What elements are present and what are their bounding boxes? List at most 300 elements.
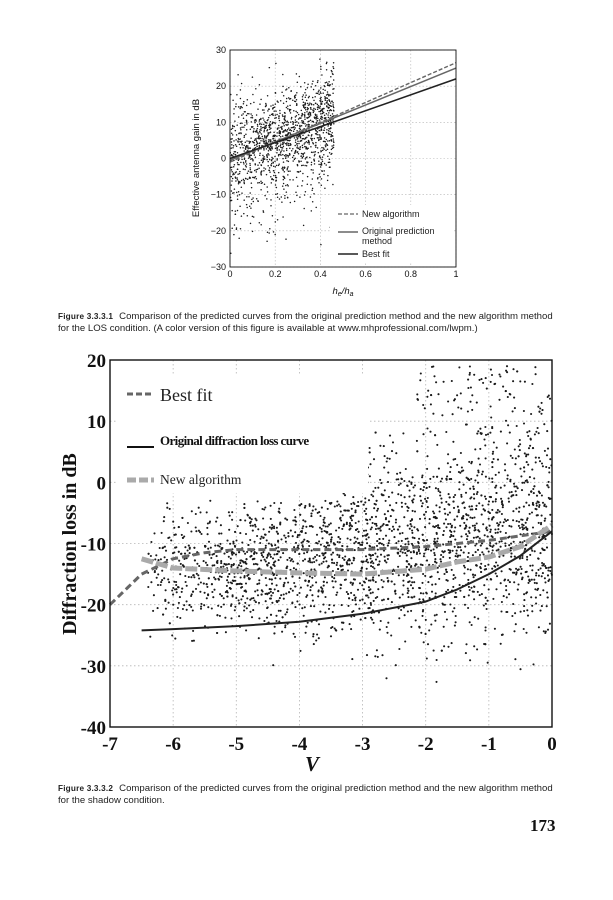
figure-2-data-point [199,511,201,513]
figure-2-data-point [487,503,489,505]
figure-2-data-point [473,645,475,647]
figure-2-data-point [488,477,490,479]
figure-2-data-point [196,563,198,565]
figure-2-data-point [353,559,355,561]
figure-2-data-point [548,481,550,483]
figure-2-data-point [266,557,268,559]
figure-2-data-point [244,519,246,521]
figure-2-data-point [433,552,435,554]
figure-2-data-point [401,506,403,508]
figure-2-data-point [226,540,228,542]
figure-2-data-point [200,608,202,610]
figure-2-data-point [508,544,510,546]
figure-2-data-point [262,556,264,558]
figure-2-data-point [456,464,458,466]
figure-2-data-point [533,579,535,581]
figure-2-data-point [266,539,268,541]
figure-2-data-point [512,368,514,370]
figure-2-data-point [264,534,266,536]
figure-2-data-point [407,590,409,592]
figure-2-data-point [372,495,374,497]
figure-2-data-point [289,557,291,559]
figure-2-data-point [458,481,460,483]
figure-2-data-point [373,622,375,624]
figure-2-data-point [528,494,530,496]
figure-2-data-point [407,573,409,575]
figure-2-data-point [285,593,287,595]
figure-2-data-point [313,568,315,570]
figure-2-data-point [372,554,374,556]
figure-2-data-point [310,605,312,607]
figure-2-data-point [313,561,315,563]
figure-2-data-point [330,541,332,543]
figure-2-data-point [273,502,275,504]
legend-label-original-diffraction: Original diffraction loss curve [160,433,309,448]
figure-2-data-point [276,600,278,602]
figure-2-data-point [413,581,415,583]
figure-2-data-point [255,519,257,521]
figure-2-data-point [386,632,388,634]
figure-2-data-point [208,577,210,579]
figure-2-data-point [359,582,361,584]
figure-2-data-point [292,590,294,592]
figure-2-data-point [379,542,381,544]
figure-2-data-point [293,633,295,635]
figure-2-data-point [427,390,429,392]
figure-2-data-point [351,515,353,517]
figure-2-data-point [459,546,461,548]
figure-2-y-tick-label: 10 [87,412,106,434]
figure-2-data-point [243,507,245,509]
figure-2-data-point [291,576,293,578]
figure-2-data-point [214,578,216,580]
figure-2-data-point [449,551,451,553]
figure-2-data-point [251,518,253,520]
figure-2-data-point [477,482,479,484]
figure-2-data-point [370,592,372,594]
figure-2-data-point [536,495,538,497]
figure-2-data-point [262,517,264,519]
figure-2-data-point [408,496,410,498]
figure-2-data-point [220,560,222,562]
figure-2-data-point [491,481,493,483]
figure-2-data-point [486,526,488,528]
figure-2-data-point [455,552,457,554]
figure-2-data-point [485,603,487,605]
figure-2-data-point [504,485,506,487]
figure-2-data-point [237,525,239,527]
figure-2-data-point [443,573,445,575]
figure-2-data-point [395,502,397,504]
figure-2-data-point [243,503,245,505]
figure-2-data-point [316,554,318,556]
figure-2-data-point [343,559,345,561]
figure-2-data-point [154,571,156,573]
figure-2-data-point [299,650,301,652]
figure-2-data-point [484,629,486,631]
figure-2-data-point [410,596,412,598]
figure-2-data-point [200,581,202,583]
figure-2-data-point [325,560,327,562]
figure-2-data-point [435,583,437,585]
figure-2-data-point [455,592,457,594]
figure-2-data-point [425,592,427,594]
figure-2-data-point [527,615,529,617]
figure-2-data-point [378,563,380,565]
figure-2-data-point [206,583,208,585]
figure-2-data-point [167,537,169,539]
figure-2-data-point [479,463,481,465]
figure-2-data-point [246,607,248,609]
figure-1-y-tick-label: 10 [215,117,226,128]
figure-2-data-point [422,534,424,536]
figure-2-data-point [204,592,206,594]
figure-2-data-point [157,607,159,609]
figure-2-data-point [467,579,469,581]
figure-2-data-point [250,555,252,557]
figure-2-data-point [193,576,195,578]
figure-2-data-point [317,542,319,544]
figure-2-data-point [258,637,260,639]
figure-2-data-point [411,577,413,579]
figure-2-data-point [495,588,497,590]
figure-2-data-point [294,531,296,533]
figure-2-data-point [304,507,306,509]
figure-2-data-point [442,556,444,558]
figure-2-data-point [460,452,462,454]
figure-2-data-point [465,513,467,515]
figure-2-data-point [482,523,484,525]
figure-1-y-tick-label: −10 [210,189,226,200]
figure-2-data-point [548,471,550,473]
figure-2-data-point [391,601,393,603]
figure-2-data-point [468,506,470,508]
figure-2-data-point [506,478,508,480]
figure-2-y-tick-label: -20 [80,595,106,617]
figure-2-data-point [327,544,329,546]
figure-2-data-point [205,562,207,564]
figure-2-data-point [234,609,236,611]
figure-2-data-point [527,481,529,483]
figure-2-data-point [185,581,187,583]
figure-2-data-point [546,454,548,456]
figure-1-x-tick-label: 1 [453,269,459,279]
figure-2-data-point [440,561,442,563]
figure-2-data-point [327,508,329,510]
figure-2-data-point [206,597,208,599]
figure-2-data-point [463,572,465,574]
figure-2-data-point [491,461,493,463]
figure-2-data-point [181,588,183,590]
figure-2-y-ticks [81,351,106,739]
figure-2-data-point [502,506,504,508]
figure-2-data-point [273,564,275,566]
figure-2-data-point [546,605,548,607]
figure-2-data-point [346,545,348,547]
figure-2-data-point [528,447,530,449]
figure-2-data-point [159,547,161,549]
figure-2-data-point [376,649,378,651]
figure-2-data-point [512,510,514,512]
figure-2-data-point [485,498,487,500]
figure-2-data-point [445,569,447,571]
figure-2-data-point [538,411,540,413]
figure-1-x-tick-label: 0.4 [314,269,327,279]
figure-2-data-point [335,581,337,583]
figure-2-data-point [405,538,407,540]
figure-2-data-point [456,515,458,517]
figure-2-data-point [245,533,247,535]
figure-2-data-point [398,617,400,619]
figure-2-data-point [524,381,526,383]
figure-2-data-point [409,489,411,491]
figure-2-data-point [321,531,323,533]
figure-2-data-point [479,537,481,539]
figure-2-data-point [424,575,426,577]
figure-2-data-point [162,614,164,616]
figure-2-data-point [434,561,436,563]
figure-2-data-point [277,590,279,592]
figure-2-data-point [354,579,356,581]
figure-2-data-point [510,526,512,528]
figure-2-data-point [319,611,321,613]
figure-2-data-point [422,433,424,435]
figure-2-data-point [495,485,497,487]
figure-2-data-point [447,523,449,525]
figure-2-data-point [302,519,304,521]
figure-2-data-point [348,597,350,599]
figure-2-data-point [357,589,359,591]
figure-2-data-point [524,452,526,454]
figure-2-data-point [366,519,368,521]
figure-2-data-point [218,579,220,581]
figure-2-data-point [336,564,338,566]
figure-2-data-point [427,581,429,583]
figure-2-data-point [344,555,346,557]
figure-2-data-point [469,659,471,661]
legend-label-new-algorithm: New algorithm [362,209,420,219]
figure-2-data-point [525,522,527,524]
figure-2-data-point [161,532,163,534]
figure-2-data-point [445,526,447,528]
figure-2-data-point [543,423,545,425]
figure-2-data-point [357,505,359,507]
figure-2-data-point [503,521,505,523]
figure-2-data-point [211,607,213,609]
legend-label-original-line1: Original prediction [362,226,435,236]
figure-2-data-point [435,504,437,506]
figure-2-data-point [420,592,422,594]
figure-2-data-point [219,543,221,545]
figure-2-data-point [423,555,425,557]
figure-2-data-point [330,627,332,629]
figure-2-data-point [447,580,449,582]
figure-2-data-point [198,507,200,509]
figure-2-data-point [231,552,233,554]
figure-2-data-point [361,561,363,563]
figure-2-data-point [512,519,514,521]
figure-2-data-point [479,554,481,556]
figure-2-data-point [226,596,228,598]
figure-2-data-point [395,519,397,521]
figure-2-data-point [474,527,476,529]
figure-2-data-point [501,513,503,515]
figure-2-data-point [382,586,384,588]
figure-2-data-point [342,622,344,624]
figure-2-data-point [330,539,332,541]
figure-2-data-point [198,565,200,567]
figure-2-data-point [195,588,197,590]
figure-2-data-point [510,495,512,497]
figure-2-data-point [447,400,449,402]
figure-2-data-point [379,629,381,631]
figure-2-data-point [523,466,525,468]
figure-2-data-point [345,578,347,580]
figure-2-data-point [406,554,408,556]
figure-2-data-point [274,560,276,562]
figure-2-data-point [469,372,471,374]
figure-2-data-point [495,561,497,563]
figure-2-y-axis-label: Diffraction loss in dB [59,453,81,635]
figure-2-data-point [412,501,414,503]
figure-2-data-point [466,538,468,540]
figure-2-data-point [286,519,288,521]
figure-2-data-point [497,549,499,551]
figure-2-data-point [523,482,525,484]
figure-2-data-point [463,596,465,598]
figure-2-data-point [228,556,230,558]
figure-2-data-point [401,478,403,480]
figure-2-data-point [540,567,542,569]
figure-2-data-point [508,536,510,538]
figure-2-data-point [162,547,164,549]
figure-2-data-point [547,629,549,631]
figure-2-data-point [347,537,349,539]
figure-2-data-point [478,502,480,504]
figure-2-data-point [350,592,352,594]
figure-2-data-point [319,527,321,529]
figure-2-data-point [380,526,382,528]
figure-2-x-tick-label: 0 [547,734,557,755]
figure-2-data-point [426,657,428,659]
figure-2-data-point [407,610,409,612]
figure-2-data-point [340,511,342,513]
figure-2-data-point [516,520,518,522]
figure-2-data-point [504,469,506,471]
figure-2-data-point [304,606,306,608]
figure-2-data-point [517,487,519,489]
figure-2-data-point [536,589,538,591]
figure-2-data-point [330,522,332,524]
figure-2-data-point [542,572,544,574]
figure-2-data-point [195,530,197,532]
figure-2-data-point [537,514,539,516]
figure-2-data-point [387,581,389,583]
figure-2-data-point [436,533,438,535]
figure-2-data-point [379,479,381,481]
figure-2-data-point [303,572,305,574]
figure-2-data-point [190,530,192,532]
figure-2-data-point [182,537,184,539]
figure-2-data-point [351,658,353,660]
figure-2-data-point [377,508,379,510]
figure-2-data-point [505,589,507,591]
figure-2-data-point [367,561,369,563]
figure-2-data-point [353,542,355,544]
figure-2-data-point [490,545,492,547]
figure-2-data-point [376,525,378,527]
figure-2-data-point [447,549,449,551]
figure-2-data-point [413,551,415,553]
figure-2-data-point [358,608,360,610]
figure-2-data-point [471,624,473,626]
figure-2-data-point [541,462,543,464]
figure-2-data-point [369,580,371,582]
figure-2-data-point [407,510,409,512]
figure-2-data-point [412,587,414,589]
figure-2-data-point [542,564,544,566]
figure-2-data-point [544,581,546,583]
figure-2-data-point [278,511,280,513]
figure-2-data-point [277,546,279,548]
figure-2-data-point [365,538,367,540]
figure-2-data-point [534,582,536,584]
figure-2-data-point [504,542,506,544]
figure-2-data-point [363,588,365,590]
figure-2-data-point [473,537,475,539]
figure-2-data-point [492,501,494,503]
figure-2-data-point [483,553,485,555]
figure-2-data-point [488,500,490,502]
figure-2-data-point [427,497,429,499]
figure-2-data-point [206,527,208,529]
figure-2-data-point [476,433,478,435]
figure-2-data-point [268,542,270,544]
figure-2-data-point [223,553,225,555]
figure-2-data-point [508,593,510,595]
figure-2-data-point [408,480,410,482]
figure-2-y-tick-label: -40 [80,718,106,739]
figure-2-data-point [512,572,514,574]
figure-2-data-point [240,576,242,578]
figure-2-data-point [459,525,461,527]
figure-2-data-point [453,530,455,532]
figure-2-data-point [355,529,357,531]
figure-2-data-point [306,540,308,542]
figure-2-data-point [385,561,387,563]
figure-2-data-point [492,453,494,455]
figure-2-data-point [534,550,536,552]
figure-2-data-point [266,564,268,566]
figure-2-data-point [361,568,363,570]
figure-2-data-point [544,450,546,452]
figure-2-data-point [535,373,537,375]
figure-2-data-point [207,606,209,608]
figure-2-data-point [169,508,171,510]
figure-2-data-point [212,596,214,598]
figure-2-data-point [331,536,333,538]
figure-2-data-point [469,527,471,529]
figure-2-data-point [448,541,450,543]
figure-2-data-point [194,559,196,561]
figure-2-data-point [502,525,504,527]
figure-2-data-point [398,574,400,576]
figure-2-data-point [355,541,357,543]
figure-2-data-point [252,558,254,560]
figure-2-data-point [284,624,286,626]
figure-2-data-point [484,444,486,446]
figure-2-data-point [336,562,338,564]
